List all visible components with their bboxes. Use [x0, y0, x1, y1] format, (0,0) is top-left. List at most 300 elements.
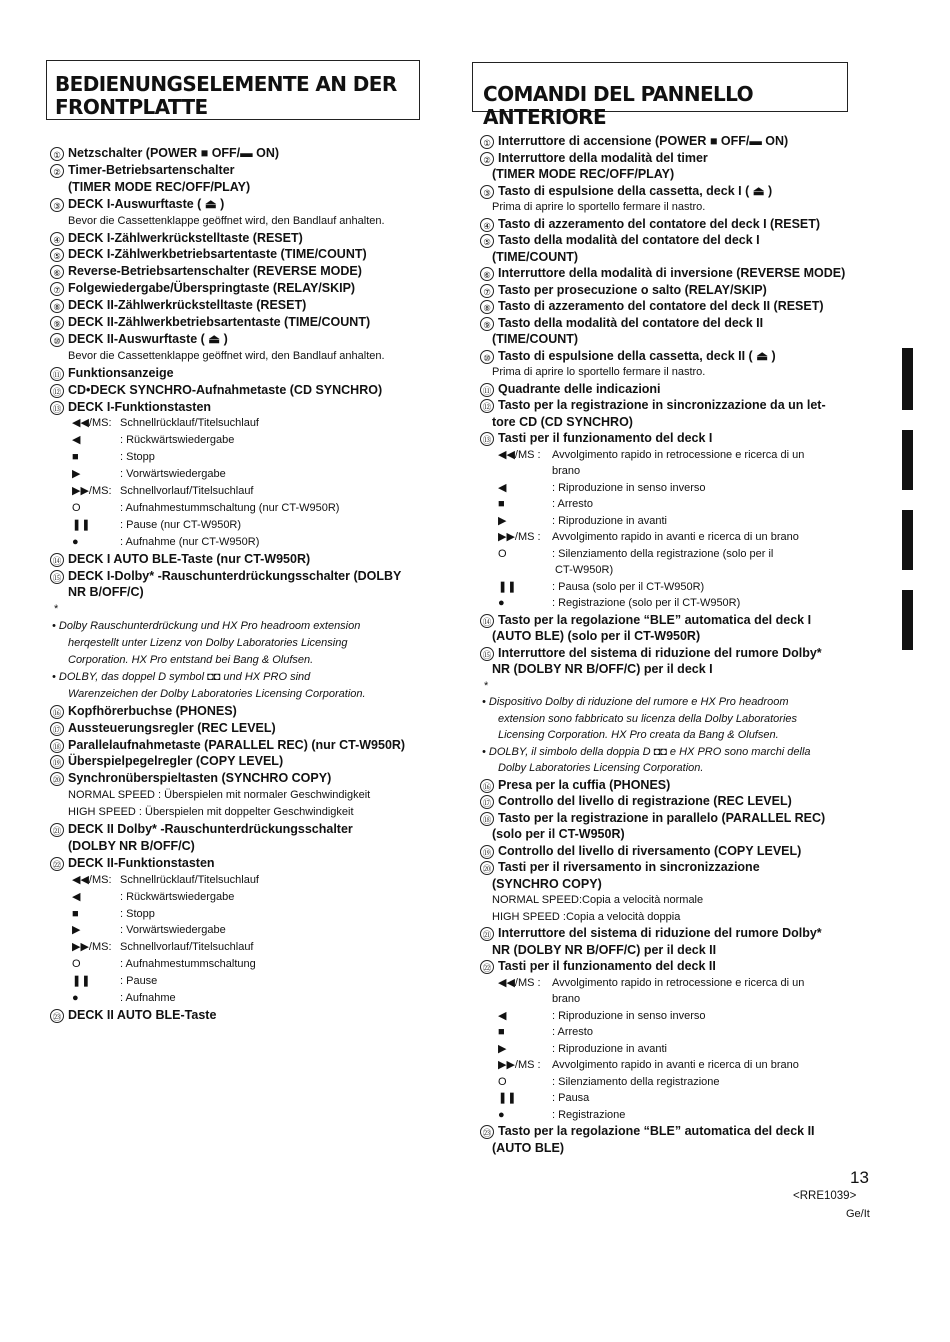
item-text: (DOLBY NR B/OFF/C) — [68, 838, 195, 853]
numbered-item — [480, 217, 820, 232]
numbered-item — [480, 613, 811, 628]
item-text: : Rückwärtswiedergabe — [120, 434, 235, 447]
item-text: Quadrante delle indicazioni — [498, 381, 661, 396]
item-text: Synchronüberspieltasten (SYNCHRO COPY) — [68, 771, 332, 786]
item-detail-line — [498, 728, 779, 743]
item-number-badge: ⑥ — [480, 267, 494, 281]
item-number-badge: ⑫ — [480, 399, 494, 413]
item-text: DECK II-Auswurftaste ( ⏏ ) — [68, 331, 228, 346]
item-text: Avvolgimento rapido in avanti e ricerca di un brano — [552, 1059, 799, 1071]
item-text: tore CD (CD SYNCHRO) — [492, 414, 633, 429]
item-text: Avvolgimento rapido in retrocessione e ricerca di un — [552, 448, 805, 461]
numbered-item — [480, 431, 712, 446]
item-text: Aussteuerungsregler (REC LEVEL) — [68, 720, 276, 735]
item-text: Avvolgimento rapido in avanti e ricerca di un brano — [552, 531, 799, 543]
item-number-badge: ① — [480, 135, 494, 149]
button-symbol: O — [72, 501, 81, 514]
item-text: Bevor die Cassettenklappe geöffnet wird, den Bandlauf anhalten. — [68, 349, 385, 362]
item-number-badge: ⑥ — [50, 265, 64, 279]
button-symbol: ◀◀/MS: — [72, 873, 112, 886]
item-detail-line — [72, 923, 226, 938]
item-detail-line — [68, 805, 354, 820]
item-detail-line — [72, 907, 155, 922]
button-symbol: ■ — [498, 498, 505, 510]
item-detail-line — [492, 629, 700, 644]
item-detail-line — [498, 1091, 589, 1106]
item-number-badge: ⑩ — [480, 350, 494, 364]
item-number-badge: ⑬ — [50, 401, 64, 415]
item-detail-line — [498, 1058, 799, 1073]
item-detail-line — [68, 636, 347, 651]
item-detail-line — [492, 167, 674, 182]
item-number-badge: ⑮ — [50, 570, 64, 584]
button-symbol: ❚❚ — [72, 518, 91, 531]
item-text: Tasto della modalità del contatore del deck II — [498, 315, 764, 330]
item-detail-line — [52, 670, 310, 685]
numbered-item — [480, 794, 792, 809]
numbered-item — [50, 247, 367, 262]
item-detail-line — [72, 416, 259, 431]
item-text: Controllo del livello di registrazione (REC LEVEL) — [498, 794, 792, 808]
item-text: DECK I-Zählwerkbetriebsartentaste (TIME/COUNT) — [68, 247, 367, 262]
item-text: Tasti per il riversamento in sincronizzazione — [498, 860, 760, 874]
item-number-badge: ④ — [50, 232, 64, 246]
numbered-item — [480, 1124, 815, 1139]
button-symbol: ▶ — [498, 514, 507, 527]
item-text: : Arresto — [552, 1026, 593, 1038]
item-number-badge: ㉑ — [50, 823, 64, 837]
numbered-item — [480, 860, 760, 875]
item-text: : Riproduzione in senso inverso — [552, 481, 706, 494]
item-number-badge: ⑲ — [480, 845, 494, 859]
item-detail-line — [72, 974, 157, 989]
item-text: : Aufnahme (nur CT-W950R) — [120, 535, 260, 548]
item-number-badge: ⑤ — [50, 248, 64, 262]
item-number-badge: ㉒ — [50, 857, 64, 871]
item-number-badge: ⑯ — [50, 705, 64, 719]
item-number-badge: ⑨ — [480, 317, 494, 331]
item-text: DECK I-Auswurftaste ( ⏏ ) — [68, 196, 225, 211]
numbered-item — [50, 366, 174, 381]
item-detail-line — [492, 332, 578, 347]
item-text: (TIMER MODE REC/OFF/PLAY) — [492, 167, 675, 181]
numbered-item — [50, 771, 331, 786]
item-text: CT-W950R) — [552, 564, 614, 576]
numbered-item — [50, 298, 306, 313]
item-text: NR (DOLBY NR B/OFF/C) per il deck II — [492, 942, 717, 957]
numbered-item — [50, 315, 370, 330]
numbered-item — [50, 332, 228, 347]
item-detail-line — [498, 464, 580, 479]
item-number-badge: ① — [50, 147, 64, 161]
item-text: Schnellrücklauf/Titelsuchlauf — [120, 873, 259, 886]
item-number-badge: ⑰ — [480, 795, 494, 809]
item-text: NORMAL SPEED : Überspielen mit normaler Geschwindigkeit — [68, 789, 371, 802]
item-text: • Dolby Rauschunterdrückung und HX Pro headroom extension — [52, 620, 361, 633]
item-detail-line — [498, 596, 740, 611]
item-detail-line — [498, 514, 667, 529]
item-detail-line — [492, 827, 625, 842]
item-number-badge: ② — [50, 164, 64, 178]
item-detail-line — [492, 250, 578, 265]
italian-title: COMANDI DEL PANNELLO ANTERIORE — [483, 82, 753, 129]
item-text: : Aufnahme — [120, 992, 176, 1004]
item-number-badge: ⑯ — [480, 779, 494, 793]
numbered-item — [480, 134, 788, 149]
item-text: • DOLBY, il simbolo della doppia D ◘◘ e HX PRO sono marchi della — [482, 745, 811, 758]
item-number-badge: ⑱ — [50, 739, 64, 753]
numbered-item — [50, 704, 237, 719]
item-number-badge: ㉑ — [480, 927, 494, 941]
item-text: HIGH SPEED : Überspielen mit doppelter Geschwindigkeit — [68, 806, 354, 819]
edge-marker-bar — [902, 590, 913, 650]
numbered-item — [50, 738, 405, 753]
item-detail-line — [68, 653, 313, 668]
numbered-item — [50, 231, 303, 246]
item-detail-line — [498, 992, 580, 1007]
item-text: : Riproduzione in avanti — [552, 514, 667, 527]
button-symbol: ● — [72, 535, 79, 548]
item-detail-line — [498, 448, 804, 463]
item-text: : Rückwärtswiedergabe — [120, 890, 235, 903]
numbered-item — [480, 382, 661, 397]
item-text: (TIME/COUNT) — [492, 332, 579, 346]
item-detail-line — [498, 1075, 720, 1090]
button-symbol: ◀◀/MS: — [72, 417, 112, 430]
item-detail-line — [498, 761, 703, 776]
item-text: • DOLBY, das doppel D symbol ◘◘ und HX PRO sind — [52, 670, 311, 683]
item-text: Tasti per il funzionamento del deck II — [498, 959, 716, 973]
language-code: Ge/It — [846, 1208, 870, 1220]
numbered-item — [50, 383, 382, 398]
numbered-item — [480, 349, 776, 364]
button-symbol: ▶ — [498, 1042, 507, 1055]
item-detail-line — [72, 873, 259, 888]
item-text: : Aufnahmestummschaltung (nur CT-W950R) — [120, 501, 340, 514]
button-symbol: ◀◀/MS : — [498, 976, 541, 989]
button-symbol: ▶▶/MS : — [498, 1059, 541, 1071]
item-text: Kopfhörerbuchse (PHONES) — [68, 703, 237, 718]
button-symbol: ▶▶/MS : — [498, 531, 541, 543]
button-symbol: ▶ — [72, 924, 81, 937]
item-number-badge: ⑬ — [480, 432, 494, 446]
item-number-badge: ⑲ — [50, 755, 64, 769]
item-text: Tasto della modalità del contatore del deck I — [498, 233, 760, 247]
item-text: (AUTO BLE) (solo per il CT-W950R) — [492, 629, 701, 643]
item-text: Schnellrücklauf/Titelsuchlauf — [120, 417, 259, 430]
item-text: Controllo del livello di riversamento (COPY LEVEL) — [498, 843, 802, 858]
item-text: herqestellt unter Lizenz von Dolby Laboratories Licensing — [68, 637, 348, 650]
edge-marker-bar — [902, 430, 913, 490]
item-text: (AUTO BLE) — [492, 1140, 564, 1155]
item-detail-line — [482, 695, 789, 710]
item-text: : Pause (nur CT-W950R) — [120, 518, 242, 531]
item-detail-line — [492, 200, 705, 215]
button-symbol: ▶▶/MS: — [72, 485, 112, 497]
numbered-item — [480, 184, 772, 199]
german-title-line1: BEDIENUNGSELEMENTE AN DER — [55, 72, 397, 96]
item-text: Tasto per la registrazione in parallelo (PARALLEL REC) — [498, 810, 826, 825]
item-text: Licensing Corporation. HX Pro creata da Bang & Olufsen. — [498, 729, 779, 741]
item-detail-line — [54, 602, 58, 617]
item-number-badge: ⑮ — [480, 647, 494, 661]
item-detail-line — [72, 467, 226, 482]
item-text: Netzschalter (POWER ■ OFF/▬ ON) — [68, 146, 280, 160]
item-detail-line — [498, 547, 773, 562]
numbered-item — [480, 316, 763, 331]
item-detail-line — [498, 497, 593, 512]
item-text: DECK I-Dolby* -Rauschunterdrückungsschalter (DOLBY — [68, 568, 402, 583]
numbered-item — [50, 400, 211, 415]
item-text: NR B/OFF/C) — [68, 585, 144, 600]
item-text: : Vorwärtswiedergabe — [120, 468, 226, 481]
numbered-item — [480, 646, 822, 661]
numbered-item — [480, 959, 716, 974]
item-text: Prima di aprire lo sportello fermare il nastro. — [492, 366, 706, 378]
item-text: Tasto per la regolazione “BLE” automatica del deck II — [498, 1124, 815, 1138]
item-detail-line — [498, 1009, 705, 1024]
item-detail-line — [72, 535, 259, 550]
numbered-item — [50, 754, 283, 769]
item-detail-line — [72, 433, 234, 448]
numbered-item — [480, 151, 708, 166]
item-detail-line — [72, 518, 241, 533]
item-text: : Stopp — [120, 451, 155, 464]
item-number-badge: ④ — [480, 218, 494, 232]
item-detail-line — [68, 180, 250, 195]
german-title-box — [46, 60, 420, 120]
item-text: NR (DOLBY NR B/OFF/C) per il deck I — [492, 662, 713, 676]
item-text: Corporation. HX Pro entstand bei Bang & Olufsen. — [68, 654, 314, 666]
item-number-badge: ⑳ — [480, 861, 494, 875]
item-text: Interruttore della modalità di inversione (REVERSE MODE) — [498, 266, 846, 280]
item-detail-line — [72, 957, 256, 972]
item-detail-line — [498, 481, 705, 496]
item-text: Tasti per il funzionamento del deck I — [498, 431, 713, 445]
button-symbol: ● — [498, 597, 505, 609]
button-symbol: ◀ — [72, 890, 81, 903]
item-text: Timer-Betriebsartenschalter — [68, 162, 235, 177]
item-detail-line — [492, 415, 633, 430]
numbered-item — [480, 926, 822, 941]
item-text: (TIMER MODE REC/OFF/PLAY) — [68, 179, 251, 194]
item-detail-line — [498, 563, 613, 578]
item-text: Warenzeichen der Dolby Laboratories Licensing Corporation. — [68, 687, 366, 700]
button-symbol: ● — [72, 992, 79, 1004]
item-text: CD•DECK SYNCHRO-Aufnahmetaste (CD SYNCHRO) — [68, 382, 383, 397]
button-symbol: ■ — [72, 451, 79, 464]
button-symbol: ◀ — [498, 1009, 507, 1022]
item-detail-line — [492, 910, 680, 925]
button-symbol: O — [72, 958, 81, 971]
item-detail-line — [68, 214, 385, 229]
item-number-badge: ③ — [480, 185, 494, 199]
item-text: DECK II Dolby* -Rauschunterdrückungsschalter — [68, 822, 353, 836]
numbered-item — [50, 264, 362, 279]
edge-marker-bar — [902, 348, 913, 410]
item-detail-line — [72, 991, 176, 1006]
item-detail-line — [492, 877, 602, 892]
item-text: HIGH SPEED :Copia a velocità doppia — [492, 910, 681, 923]
item-number-badge: ⑱ — [480, 812, 494, 826]
item-text: Folgewiedergabe/Überspringtaste (RELAY/SKIP) — [68, 281, 356, 296]
numbered-item — [480, 778, 670, 793]
button-symbol: O — [498, 547, 507, 560]
item-text: DECK II AUTO BLE-Taste — [68, 1007, 217, 1022]
item-number-badge: ⑭ — [50, 553, 64, 567]
item-detail-line — [72, 890, 234, 905]
item-text: DECK II-Zählwerkrückstelltaste (RESET) — [68, 298, 307, 313]
numbered-item — [50, 856, 215, 871]
numbered-item — [50, 197, 224, 212]
item-number-badge: ㉒ — [480, 960, 494, 974]
item-number-badge: ㉓ — [50, 1009, 64, 1023]
item-text: Schnellvorlauf/Titelsuchlauf — [120, 485, 254, 497]
item-text: DECK I AUTO BLE-Taste (nur CT-W950R) — [68, 551, 311, 566]
item-text: Tasto di azzeramento del contatore del deck I (RESET) — [498, 216, 821, 231]
item-text: : Aufnahmestummschaltung — [120, 958, 256, 971]
item-detail-line — [68, 839, 195, 854]
item-detail-line — [498, 580, 704, 595]
item-detail-line — [68, 349, 385, 364]
item-detail-line — [484, 679, 488, 694]
document-code: <RRE1039> — [793, 1190, 857, 1202]
item-text: (TIME/COUNT) — [492, 249, 579, 264]
item-text: Tasto per la registrazione in sincronizzazione da un let- — [498, 398, 826, 412]
item-text: Bevor die Cassettenklappe geöffnet wird, den Bandlauf anhalten. — [68, 214, 385, 227]
button-symbol: ❚❚ — [72, 975, 91, 988]
item-number-badge: ⑦ — [50, 282, 64, 296]
button-symbol: ▶ — [72, 468, 81, 481]
item-text: : Silenziamento della registrazione — [552, 1075, 720, 1088]
item-text: NORMAL SPEED:Copia a velocità normale — [492, 894, 704, 906]
item-text: (SYNCHRO COPY) — [492, 876, 602, 891]
button-symbol: ◀ — [498, 481, 507, 494]
item-text: : Pausa (solo per il CT-W950R) — [552, 580, 705, 593]
item-text: extension sono fabbricato su licenza della Dolby Laboratories — [498, 712, 798, 725]
item-text: : Vorwärtswiedergabe — [120, 924, 226, 937]
item-detail-line — [492, 1141, 564, 1156]
item-text: Interruttore del sistema di riduzione del rumore Dolby* — [498, 645, 822, 660]
numbered-item — [50, 822, 353, 837]
item-text: : Riproduzione in senso inverso — [552, 1009, 706, 1022]
item-detail-line — [498, 976, 804, 991]
item-text: Tasto per la regolazione “BLE” automatica del deck I — [498, 612, 812, 627]
item-detail-line — [492, 365, 705, 380]
item-number-badge: ② — [480, 152, 494, 166]
numbered-item — [480, 233, 760, 248]
button-symbol: ◀◀/MS : — [498, 448, 541, 461]
item-text: Funktionsanzeige — [68, 365, 174, 380]
numbered-item — [480, 266, 845, 281]
item-number-badge: ⑭ — [480, 614, 494, 628]
item-text: Interruttore di accensione (POWER ■ OFF/▬ ON) — [498, 134, 789, 148]
item-number-badge: ⑩ — [50, 333, 64, 347]
item-detail-line — [498, 530, 799, 545]
item-detail-line — [72, 940, 254, 955]
button-symbol: ■ — [72, 907, 79, 920]
item-detail-line — [72, 484, 254, 499]
item-number-badge: ⑤ — [480, 234, 494, 248]
item-number-badge: ③ — [50, 198, 64, 212]
item-detail-line — [482, 745, 811, 760]
item-detail-line — [492, 662, 713, 677]
numbered-item — [480, 283, 767, 298]
item-text: DECK I-Funktionstasten — [68, 399, 212, 414]
item-number-badge: ⑦ — [480, 284, 494, 298]
item-number-badge: ㉓ — [480, 1125, 494, 1139]
item-text: : Riproduzione in avanti — [552, 1042, 667, 1055]
numbered-item — [50, 552, 310, 567]
item-number-badge: ⑪ — [50, 367, 64, 381]
item-text: : Silenziamento della registrazione (solo per il — [552, 547, 774, 560]
item-text: Tasto di espulsione della cassetta, deck II ( ⏏ ) — [498, 348, 776, 363]
item-text: Interruttore della modalità del timer — [498, 150, 708, 165]
item-text: Tasto per prosecuzione o salto (RELAY/SKIP) — [498, 282, 767, 297]
item-detail-line — [492, 893, 703, 908]
item-text: Tasto di azzeramento del contatore del deck II (RESET) — [498, 299, 824, 313]
item-detail-line — [498, 1042, 667, 1057]
item-text: * — [54, 603, 59, 616]
item-text: (solo per il CT-W950R) — [492, 827, 625, 841]
item-detail-line — [498, 1025, 593, 1040]
item-number-badge: ⑧ — [50, 299, 64, 313]
item-text: Parallelaufnahmetaste (PARALLEL REC) (nur CT-W950R) — [68, 737, 406, 752]
item-text: : Stopp — [120, 907, 155, 920]
edge-marker-bar — [902, 510, 913, 570]
numbered-item — [50, 163, 235, 178]
item-text: : Pause — [120, 975, 158, 988]
button-symbol: ■ — [498, 1026, 505, 1038]
item-text: • Dispositivo Dolby di riduzione del rumore e HX Pro headroom — [482, 696, 789, 708]
numbered-item — [50, 1008, 216, 1023]
item-text: Reverse-Betriebsartenschalter (REVERSE MODE) — [68, 264, 362, 279]
german-title-line2: FRONTPLATTE — [55, 95, 208, 119]
item-number-badge: ⑧ — [480, 300, 494, 314]
item-text: DECK II-Funktionstasten — [68, 855, 215, 870]
item-text: DECK I-Zählwerkrückstelltaste (RESET) — [68, 230, 303, 245]
button-symbol: ❚❚ — [498, 580, 517, 593]
item-number-badge: ⑪ — [480, 383, 494, 397]
button-symbol: ● — [498, 1108, 505, 1121]
item-number-badge: ⑳ — [50, 772, 64, 786]
numbered-item — [480, 811, 825, 826]
italian-title-box — [472, 62, 848, 129]
item-detail-line — [72, 501, 339, 516]
item-text: Presa per la cuffia (PHONES) — [498, 777, 671, 792]
item-text: Interruttore del sistema di riduzione del rumore Dolby* — [498, 926, 822, 940]
item-text: Tasto di espulsione della cassetta, deck I ( ⏏ ) — [498, 183, 773, 198]
item-detail-line — [498, 712, 797, 727]
item-text: : Registrazione (solo per il CT-W950R) — [552, 597, 741, 609]
item-number-badge: ⑫ — [50, 384, 64, 398]
button-symbol: ▶▶/MS: — [72, 941, 112, 954]
item-detail-line — [68, 585, 144, 600]
item-number-badge: ⑨ — [50, 316, 64, 330]
numbered-item — [480, 844, 801, 859]
numbered-item — [50, 281, 355, 296]
item-detail-line — [492, 943, 716, 958]
item-detail-line — [52, 619, 360, 634]
numbered-item — [480, 398, 826, 413]
item-text: * — [484, 679, 489, 692]
item-text: : Pausa — [552, 1092, 590, 1104]
item-text: Dolby Laboratories Licensing Corporation. — [498, 762, 704, 774]
item-text: Schnellvorlauf/Titelsuchlauf — [120, 941, 254, 954]
item-text: Prima di aprire lo sportello fermare il nastro. — [492, 201, 706, 213]
item-text: Avvolgimento rapido in retrocessione e ricerca di un — [552, 976, 805, 989]
button-symbol: ❚❚ — [498, 1092, 517, 1104]
